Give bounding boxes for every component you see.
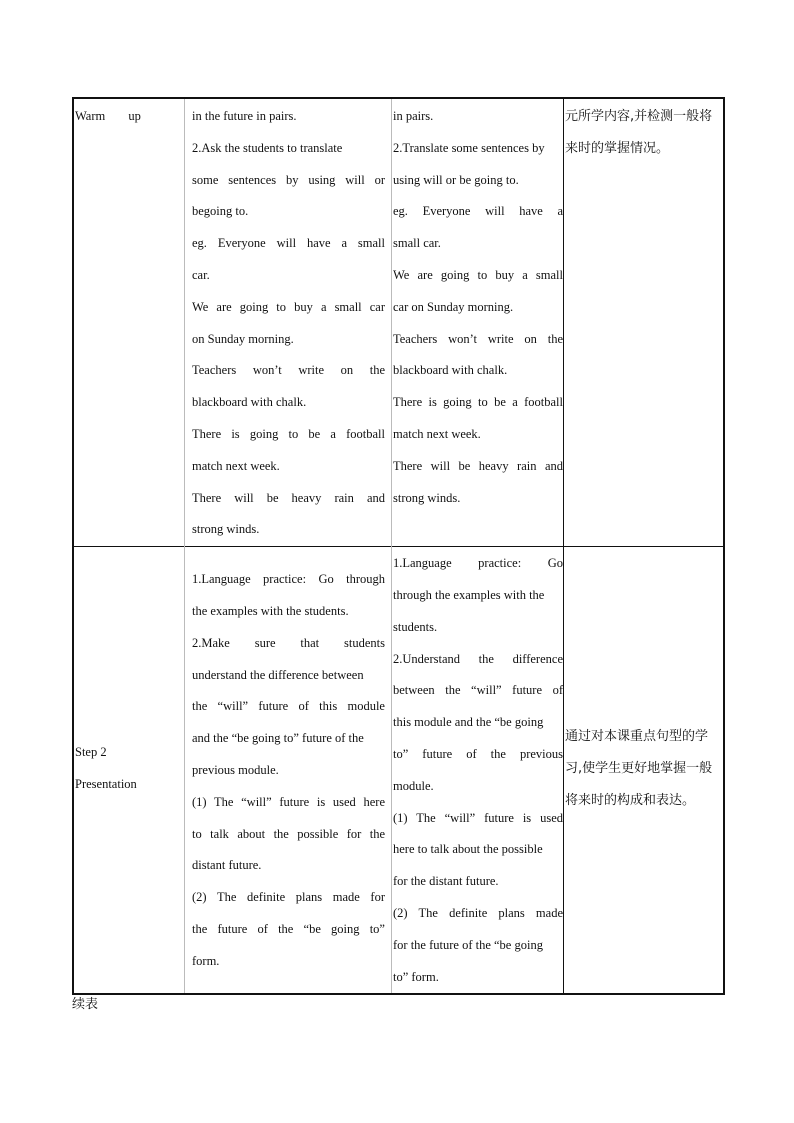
teacher-line: on Sunday morning.	[192, 331, 294, 346]
student-line: car on Sunday morning.	[393, 299, 514, 314]
teacher-line: in the future in pairs.	[192, 109, 297, 123]
teacher-line: 2.Make sure that students	[192, 635, 385, 650]
step-label: Presentation	[75, 776, 137, 791]
student-line: between the “will” future of	[393, 683, 563, 698]
student-line: We are going to buy a small	[393, 267, 563, 282]
student-line: for the distant future.	[393, 874, 499, 889]
student-activity-cell	[392, 98, 564, 547]
teacher-line: begoing to.	[192, 204, 249, 219]
teacher-line: 2.Ask the students to translate	[192, 140, 343, 155]
student-line: small car.	[393, 236, 441, 251]
purpose-line: 元所学内容,并检测一般将	[565, 109, 713, 124]
teacher-line: car.	[192, 267, 210, 282]
step-label: Warm up	[75, 109, 141, 123]
lesson-plan-table	[72, 97, 725, 995]
student-line: using will or be going to.	[393, 172, 519, 187]
student-line: There will be heavy rain and	[393, 458, 563, 473]
purpose-cell	[564, 547, 725, 995]
teacher-line: Teachers won’t write on the	[192, 363, 385, 378]
teacher-activity-cell	[185, 98, 392, 547]
student-line: (2) The definite plans made	[393, 905, 563, 920]
teacher-line: some sentences by using will or	[192, 172, 385, 187]
teacher-line: and the “be going to” future of the	[192, 731, 364, 746]
student-line: students.	[393, 619, 438, 634]
teacher-line: the future of the “be going to”	[192, 921, 385, 936]
purpose-cell	[564, 98, 725, 547]
student-line: to” future of the previous	[393, 746, 563, 761]
table-row	[73, 98, 724, 547]
student-line: to” form.	[393, 969, 439, 984]
student-line: Teachers won’t write on the	[393, 331, 563, 346]
purpose-line: 将来时的构成和表达。	[565, 792, 696, 808]
teacher-line: understand the difference between	[192, 667, 364, 682]
table-row	[73, 547, 724, 995]
student-line: blackboard with chalk.	[393, 363, 508, 378]
student-line: here to talk about the possible	[393, 842, 543, 857]
purpose-line: 通过对本课重点句型的学	[565, 729, 709, 745]
step-cell	[73, 98, 185, 547]
student-line: eg. Everyone will have a	[393, 204, 563, 219]
student-line: module.	[393, 778, 434, 793]
purpose-line: 习,使学生更好地掌握一般	[565, 760, 713, 776]
student-line: (1) The “will” future is used	[393, 810, 563, 825]
student-line: for the future of the “be going	[393, 937, 543, 952]
teacher-activity-cell	[185, 547, 392, 995]
student-line: this module and the “be going	[393, 715, 544, 730]
teacher-line: eg. Everyone will have a small	[192, 236, 385, 251]
teacher-line: (1) The “will” future is used here	[192, 794, 385, 809]
teacher-line: to talk about the possible for the	[192, 826, 385, 841]
student-activity-cell	[392, 547, 564, 995]
student-line: 2.Understand the difference	[393, 651, 563, 666]
teacher-line: (2) The definite plans made for	[192, 890, 385, 905]
student-line: 2.Translate some sentences by	[393, 140, 545, 155]
student-line: 1.Language practice: Go	[393, 556, 563, 571]
teacher-line: previous module.	[192, 762, 279, 777]
student-line: match next week.	[393, 426, 481, 441]
student-line: There is going to be a football	[393, 395, 563, 410]
teacher-line: There will be heavy rain and	[192, 490, 385, 505]
teacher-line: blackboard with chalk.	[192, 395, 307, 410]
student-line: in pairs.	[393, 109, 434, 123]
step-cell	[73, 547, 185, 995]
purpose-line: 来时的掌握情况。	[565, 140, 670, 156]
teacher-line: There is going to be a football	[192, 426, 385, 441]
teacher-line: strong winds.	[192, 522, 260, 537]
teacher-line: form.	[192, 953, 220, 968]
student-line: through the examples with the	[393, 587, 545, 602]
student-line: strong winds.	[393, 490, 461, 505]
teacher-line: the examples with the students.	[192, 603, 349, 618]
teacher-line: the “will” future of this module	[192, 699, 385, 714]
teacher-line: distant future.	[192, 858, 262, 873]
step-label: Step 2	[75, 745, 107, 760]
continued-table-label: 续表	[72, 997, 99, 1012]
teacher-line: We are going to buy a small car	[192, 299, 385, 314]
teacher-line: 1.Language practice: Go through	[192, 572, 385, 587]
teacher-line: match next week.	[192, 458, 280, 473]
